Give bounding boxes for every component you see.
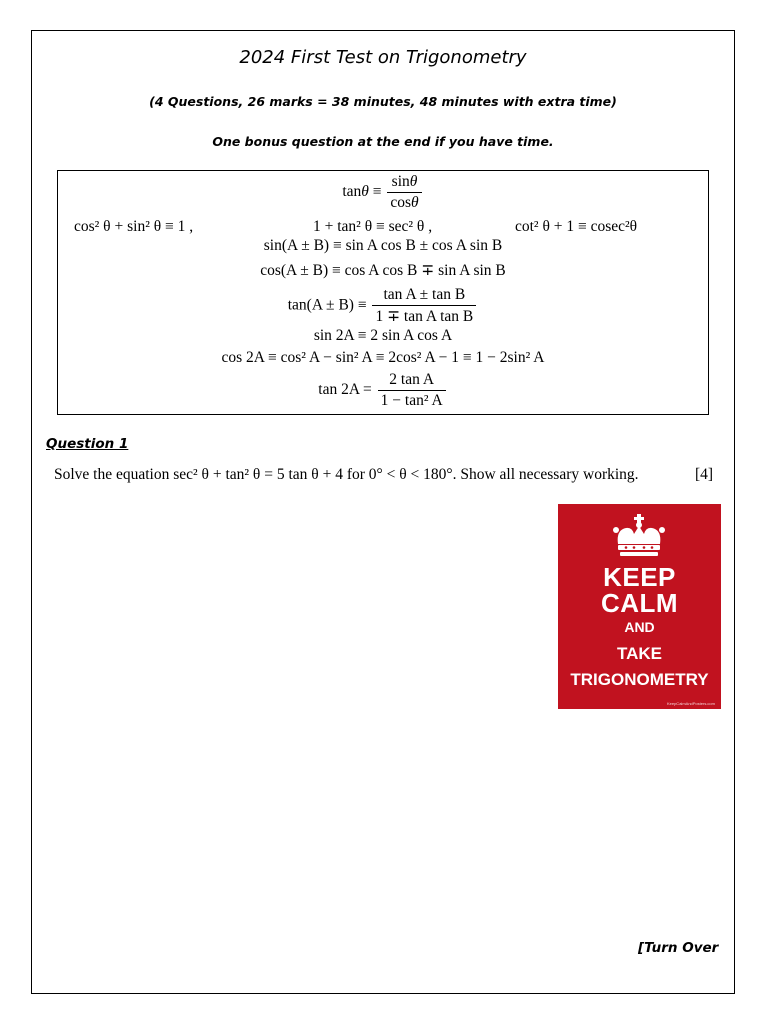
poster-fineprint: KeepCalmAndPosters.com	[666, 701, 715, 706]
poster-line-take: TAKE	[616, 644, 662, 663]
test-title: 2024 First Test on Trigonometry	[239, 47, 527, 68]
tan-definition: tanθ ≡ $\frac{\sin\theta}{\cos\theta}$	[58, 173, 708, 212]
poster-line-keep: KEEP	[603, 562, 676, 592]
compound-sin: sin(A ± B) ≡ sin A cos B ± cos A sin B	[263, 237, 503, 254]
pythagorean-identity-2: 1 + tan² θ ≡ sec² θ ,	[313, 218, 433, 235]
test-subtitle: (4 Questions, 26 marks = 38 minutes, 48 minutes with extra time)	[149, 94, 617, 109]
poster-line-calm: CALM	[600, 588, 679, 618]
question-1-heading: Question 1	[46, 436, 129, 452]
double-angle-tan: tan 2A = $\frac{\text{2 tan A}}{\text{1 − tan² A}}$	[58, 371, 708, 410]
formula-sheet	[57, 170, 709, 415]
double-angle-sin: sin 2A ≡ 2 sin A cos A	[313, 327, 453, 344]
turn-over-note: [Turn Over	[638, 940, 719, 956]
poster-line-and: AND	[624, 619, 655, 635]
compound-cos: cos(A ± B) ≡ cos A cos B ∓ sin A sin B	[260, 262, 506, 279]
keep-calm-poster	[558, 504, 721, 709]
poster-line-trigonometry: TRIGONOMETRY	[570, 670, 709, 689]
question-1-marks: [4]	[695, 466, 714, 483]
double-angle-cos: cos 2A ≡ cos² A − sin² A ≡ 2cos² A − 1 ≡ 1 − 2sin² A	[221, 349, 545, 366]
pythagorean-identity-1: cos² θ + sin² θ ≡ 1 ,	[74, 218, 194, 235]
crown-icon	[612, 514, 666, 560]
question-1-text: Solve the equation sec² θ + tan² θ = 5 tan θ + 4 for 0° < θ < 180°. Show all necessary working.	[54, 466, 639, 483]
compound-tan: tan(A ± B) ≡ $\frac{\text{tan A ± tan B}}{\text{1 ∓ tan A tan B}}$	[58, 286, 708, 326]
pythagorean-identity-3: cot² θ + 1 ≡ cosec²θ	[515, 218, 638, 235]
bonus-note: One bonus question at the end if you have time.	[212, 134, 554, 149]
